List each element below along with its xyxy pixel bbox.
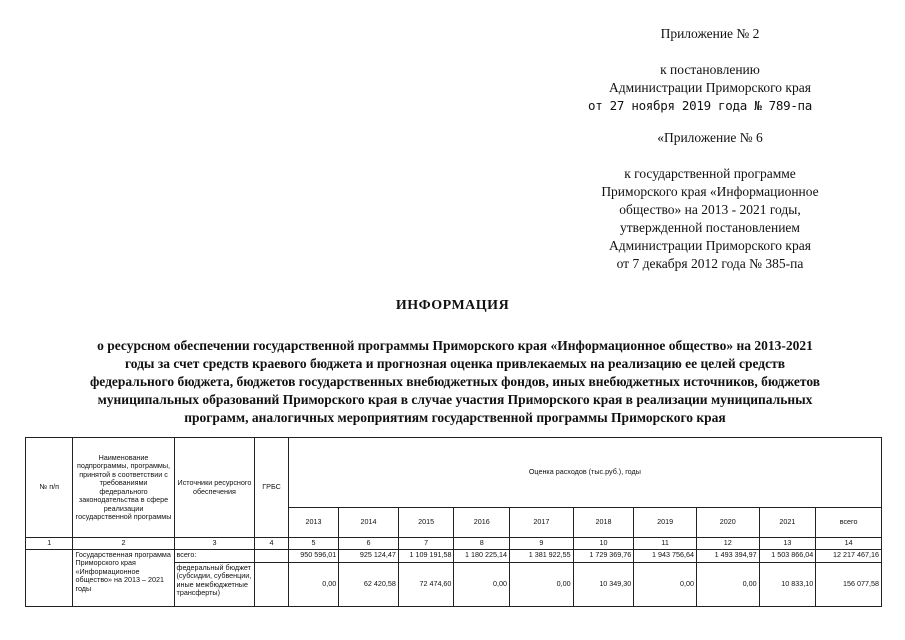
- appendix-6-line4: утвержденной постановлением: [620, 220, 800, 235]
- appendix-2-date: от 27 ноября 2019 года № 789-па: [588, 98, 812, 113]
- header-year: 2016: [454, 508, 510, 538]
- row-value: 0,00: [454, 562, 510, 606]
- header-year: 2015: [398, 508, 454, 538]
- row-value: 0,00: [696, 562, 759, 606]
- header-year: 2021: [759, 508, 816, 538]
- row-total: 12 217 467,16: [816, 549, 882, 562]
- row-grbs: [255, 549, 288, 562]
- column-number: 9: [510, 538, 574, 550]
- column-number: 7: [398, 538, 454, 550]
- row-source: всего:: [174, 549, 255, 562]
- row-grbs: [255, 562, 288, 606]
- row-value: 925 124,47: [339, 549, 399, 562]
- column-number: 8: [454, 538, 510, 550]
- appendix-6-line1: к государственной программе: [624, 166, 796, 181]
- column-number: 13: [759, 538, 816, 550]
- header-year: 2020: [696, 508, 759, 538]
- row-value: 1 503 866,04: [759, 549, 816, 562]
- row-value: 1 180 225,14: [454, 549, 510, 562]
- appendix-2-label: Приложение № 2: [660, 26, 760, 41]
- resource-table: [25, 437, 882, 607]
- document-title: ИНФОРМАЦИЯ: [395, 298, 510, 313]
- row-value: 1 943 756,64: [634, 549, 697, 562]
- column-number: 4: [255, 538, 288, 550]
- header-name: Наименование подпрограммы, программы, принятой в соответствии с требованиями федерального законодательства в сфере реализации государственной программы: [73, 438, 174, 538]
- column-number: 14: [816, 538, 882, 550]
- row-value: 0,00: [288, 562, 339, 606]
- row-total: 156 077,58: [816, 562, 882, 606]
- column-number: 5: [288, 538, 339, 550]
- header-grbs: ГРБС: [255, 438, 288, 538]
- subtitle-line-4: муниципальных образований Приморского края в случае участия Приморского края в реализации муниципальных: [97, 392, 813, 407]
- document-subtitle: [30, 337, 880, 427]
- subtitle-line-5: программ, аналогичных мероприятиям государственной программы Приморского края: [184, 410, 726, 425]
- row-value: 10 349,30: [573, 562, 634, 606]
- appendix-6-line6: от 7 декабря 2012 года № 385-па: [616, 256, 804, 271]
- header-year: 2014: [339, 508, 399, 538]
- column-number: 11: [634, 538, 697, 550]
- row-source: федеральный бюджет (субсидии, субвенции, иные межбюджетные трансферты): [174, 562, 255, 606]
- row-value: 62 420,58: [339, 562, 399, 606]
- column-number: 12: [696, 538, 759, 550]
- row-value: 950 596,01: [288, 549, 339, 562]
- row-value: 1 493 394,97: [696, 549, 759, 562]
- header-estimate: Оценка расходов (тыс.руб.), годы: [288, 438, 881, 508]
- column-number: 3: [174, 538, 255, 550]
- header-total: всего: [816, 508, 882, 538]
- column-number: 2: [73, 538, 174, 550]
- appendix-6-line5: Администрации Приморского края: [609, 238, 811, 253]
- header-source: Источники ресурсного обеспечения: [174, 438, 255, 538]
- row-value: 0,00: [510, 562, 574, 606]
- row-value: 1 729 369,76: [573, 549, 634, 562]
- column-number-row: [26, 538, 882, 550]
- appendix-2-authority: Администрации Приморского края: [609, 80, 811, 95]
- header-year: 2018: [573, 508, 634, 538]
- appendix-6-line3: общество» на 2013 - 2021 годы,: [619, 202, 801, 217]
- subtitle-line-3: федерального бюджета, бюджетов государственных внебюджетных фондов, иных внебюджетных источников, бюджетов: [89, 374, 821, 389]
- row-value: 10 833,10: [759, 562, 816, 606]
- appendix-2-ref: к постановлению: [660, 62, 760, 77]
- row-value: 0,00: [634, 562, 697, 606]
- table-header-row: [26, 438, 882, 508]
- subtitle-line-2: годы за счет средств краевого бюджета и прогнозная оценка привлекаемых на реализацию ее целей средств: [124, 356, 786, 371]
- row-value: 1 109 191,58: [398, 549, 454, 562]
- row-num: [26, 549, 73, 606]
- table-row: [26, 549, 882, 562]
- appendix-6-line2: Приморского края «Информационное: [601, 184, 819, 199]
- header-year: 2013: [288, 508, 339, 538]
- subtitle-line-1: о ресурсном обеспечении государственной программы Приморского края «Информационное общество» на 2013-2021: [97, 338, 813, 353]
- header-year: 2019: [634, 508, 697, 538]
- appendix-6-label: «Приложение № 6: [657, 130, 763, 145]
- row-program-name: Государственная программа Приморского края «Информационное общество» на 2013 – 2021 годы: [73, 549, 174, 606]
- column-number: 6: [339, 538, 399, 550]
- column-number: 1: [26, 538, 73, 550]
- row-value: 72 474,60: [398, 562, 454, 606]
- row-value: 1 381 922,55: [510, 549, 574, 562]
- column-number: 10: [573, 538, 634, 550]
- header-num: № п/п: [26, 438, 73, 538]
- header-year: 2017: [510, 508, 574, 538]
